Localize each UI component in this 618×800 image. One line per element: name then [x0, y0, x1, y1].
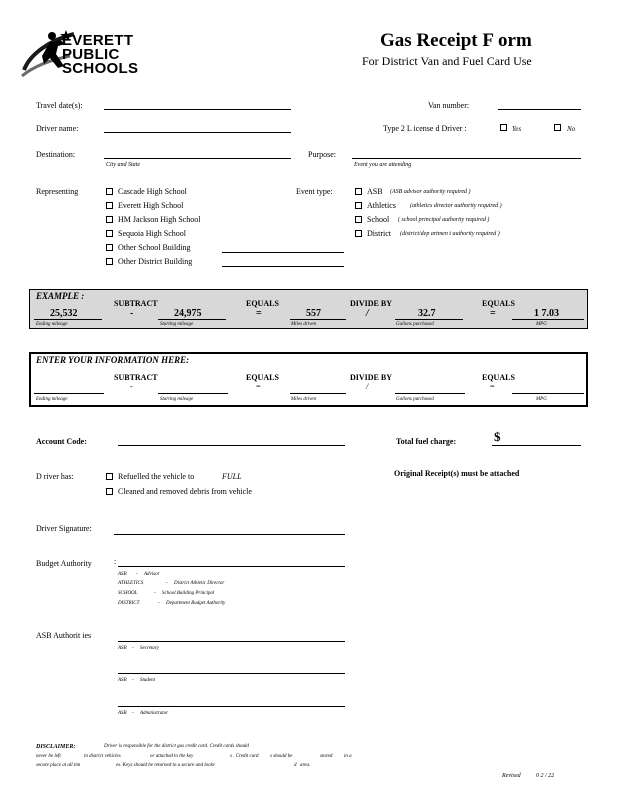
form-subtitle: For District Van and Fuel Card Use: [362, 54, 532, 68]
driver-signature-label: Driver Signature:: [36, 524, 92, 533]
asb-student-dash: -: [132, 678, 134, 683]
entry-ending-mileage-field[interactable]: [34, 393, 104, 394]
disclaimer-line-3b: es. Keys should be returned to a secure and locke: [116, 763, 215, 768]
entry-equals-1: EQUALS: [246, 373, 279, 382]
checkbox-sequoia[interactable]: [106, 230, 113, 237]
entry-mpg-caption: MPG: [536, 397, 547, 402]
checkbox-other-district[interactable]: [106, 258, 113, 265]
example-miles-caption: Miles driven: [291, 322, 317, 327]
entry-gallons-caption: Gallons purchased: [396, 397, 434, 402]
city-state-hint: City and State: [106, 162, 140, 168]
asb-student-field[interactable]: [118, 673, 345, 674]
option-sequoia: Sequoia High School: [118, 229, 186, 238]
entry-starting-mileage-field[interactable]: [158, 393, 228, 394]
revised-date: 0 2 / 22: [536, 773, 555, 779]
example-ending-mileage: 25,532: [50, 308, 78, 319]
asb-secretary-role: Secretary: [140, 646, 159, 651]
asb-secretary-code: ASB: [118, 646, 127, 651]
event-asb: ASB: [367, 187, 383, 196]
entry-eq-2: =: [490, 382, 495, 391]
budget-authority-label: Budget Authority: [36, 559, 92, 568]
entry-mpg-field[interactable]: [512, 393, 584, 394]
receipts-note: Original Receipt(s) must be attached: [394, 469, 520, 478]
yes-label: Yes: [512, 125, 522, 133]
dollar-sign: $: [494, 429, 501, 444]
example-starting-caption: Starting mileage: [160, 322, 194, 327]
example-miles: 557: [306, 308, 321, 319]
disclaimer-line-3d: area.: [300, 763, 311, 768]
event-type-label: Event type:: [296, 187, 333, 196]
disclaimer-line-2g: in a: [344, 754, 352, 759]
disclaimer-line-2e: s should be: [270, 754, 293, 759]
logo-line-2: PUBLIC: [62, 46, 120, 63]
event-attending-hint: Event you are attending: [354, 162, 412, 168]
entry-miles-field[interactable]: [290, 393, 346, 394]
account-code-field[interactable]: [118, 445, 345, 446]
destination-field[interactable]: [104, 158, 291, 159]
budget-role-athletics: District Athletic Director: [174, 581, 225, 586]
no-label: No: [567, 125, 576, 133]
budget-role-school: School Building Principal: [162, 591, 215, 596]
asb-student-role: Student: [140, 678, 155, 683]
budget-role-district-code: DISTRICT: [118, 601, 140, 606]
logo-line-1: EVERETT: [62, 32, 134, 49]
refuelled-checkbox[interactable]: [106, 473, 113, 480]
budget-role-asb-dash: -: [136, 572, 138, 577]
entry-divide-by: DIVIDE BY: [350, 373, 393, 382]
disclaimer-line-2d: s . Credit card: [230, 754, 259, 759]
entry-subtract: SUBTRACT: [114, 373, 158, 382]
purpose-field[interactable]: [352, 158, 581, 159]
budget-role-school-dash: -: [154, 591, 156, 596]
checkbox-cascade[interactable]: [106, 188, 113, 195]
logo-line-3: SCHOOLS: [62, 60, 139, 77]
example-equals-2: EQUALS: [482, 299, 515, 308]
disclaimer-line-2c: or attached to the key: [150, 754, 194, 759]
example-mpg: 1 7.03: [534, 308, 559, 319]
budget-role-asb: Advisor: [144, 572, 160, 577]
option-cascade: Cascade High School: [118, 187, 187, 196]
example-equals-1: EQUALS: [246, 299, 279, 308]
total-fuel-label: Total fuel charge:: [396, 437, 457, 446]
example-minus: -: [130, 308, 134, 319]
event-school-note: ( school principal authority required ): [398, 217, 490, 223]
budget-role-athletics-code: ATHLETICS: [118, 581, 144, 586]
example-eq-2: =: [490, 308, 496, 319]
entry-equals-2: EQUALS: [482, 373, 515, 382]
event-athletics: Athletics: [367, 201, 396, 210]
full-label: FULL: [222, 472, 242, 481]
revised-label: Revised: [502, 773, 521, 779]
checkbox-athletics[interactable]: [355, 202, 362, 209]
option-other-school: Other School Building: [118, 243, 191, 252]
yes-checkbox[interactable]: [500, 124, 507, 131]
option-jackson: HM Jackson High School: [118, 215, 201, 224]
example-ending-caption: Ending mileage: [36, 322, 68, 327]
checkbox-school[interactable]: [355, 216, 362, 223]
disclaimer-label: DISCLAIMER:: [36, 744, 76, 750]
disclaimer-line-2a: never be left: [36, 754, 61, 759]
entry-gallons-field[interactable]: [395, 393, 465, 394]
event-district: District: [367, 229, 391, 238]
type2-driver-label: Type 2 L icense d Driver :: [383, 124, 467, 133]
event-school: School: [367, 215, 390, 224]
asb-administrator-dash: -: [132, 711, 134, 716]
driver-name-label: Driver name:: [36, 124, 79, 133]
asb-administrator-code: ASB: [118, 711, 127, 716]
checkbox-other-school[interactable]: [106, 244, 113, 251]
budget-role-school-code: SCHOOL: [118, 591, 138, 596]
entry-heading: ENTER YOUR INFORMATION HERE:: [36, 355, 190, 365]
asb-administrator-role: Administrator: [140, 711, 169, 716]
other-school-field[interactable]: [222, 252, 344, 253]
asb-authorities-label: ASB Authorit ies: [36, 631, 92, 640]
checkbox-district[interactable]: [355, 230, 362, 237]
asb-student-code: ASB: [118, 678, 127, 683]
refuelled-label: Refuelled the vehicle to: [118, 472, 195, 481]
checkbox-asb[interactable]: [355, 188, 362, 195]
example-eq-1: =: [256, 308, 262, 319]
driver-name-field[interactable]: [104, 132, 291, 133]
disclaimer-line-3c: d: [294, 763, 297, 768]
entry-minus: -: [130, 382, 133, 391]
checkbox-jackson[interactable]: [106, 216, 113, 223]
disclaimer-line-2b: in district vehicles: [84, 754, 121, 759]
budget-colon: :: [114, 557, 117, 566]
budget-authority-field[interactable]: [118, 566, 345, 567]
example-gallons: 32.7: [418, 308, 436, 319]
example-gallons-caption: Gallons purchased: [396, 322, 434, 327]
destination-label: Destination:: [36, 150, 76, 159]
disclaimer-line-2f: stored: [320, 754, 333, 759]
purpose-label: Purpose:: [308, 150, 336, 159]
van-number-field[interactable]: [498, 109, 581, 110]
budget-role-athletics-dash: -: [166, 581, 168, 586]
option-everett: Everett High School: [118, 201, 184, 210]
travel-dates-label: Travel date(s):: [36, 101, 83, 110]
entry-ending-caption: Ending mileage: [36, 397, 68, 402]
example-slash: /: [366, 308, 369, 319]
entry-miles-caption: Miles driven: [291, 397, 317, 402]
cleaned-label: Cleaned and removed debris from vehicle: [118, 487, 252, 496]
budget-role-district-dash: -: [158, 601, 160, 606]
other-district-field[interactable]: [222, 266, 344, 267]
account-code-label: Account Code:: [36, 437, 87, 446]
entry-eq-1: =: [256, 382, 261, 391]
asb-secretary-field[interactable]: [118, 641, 345, 642]
example-subtract: SUBTRACT: [114, 299, 158, 308]
budget-role-district: Department Budget Authority: [166, 601, 226, 606]
checkbox-everett[interactable]: [106, 202, 113, 209]
driver-signature-field[interactable]: [114, 534, 345, 535]
district-logo: [20, 26, 160, 82]
example-mpg-caption: MPG: [536, 322, 547, 327]
disclaimer-line-3a: secure place at all tim: [36, 763, 81, 768]
driver-has-label: D river has:: [36, 472, 74, 481]
example-starting-mileage: 24,975: [174, 308, 202, 319]
example-divide-by: DIVIDE BY: [350, 299, 393, 308]
event-district-note: (district/dep artmen t authority required ): [400, 231, 500, 237]
form-title: Gas Receipt F orm: [380, 30, 532, 51]
example-heading: EXAMPLE :: [36, 291, 85, 301]
total-fuel-field[interactable]: [492, 445, 581, 446]
option-other-district: Other District Building: [118, 257, 193, 266]
budget-role-asb-code: ASB: [118, 572, 127, 577]
asb-secretary-dash: -: [132, 646, 134, 651]
entry-slash: /: [366, 382, 369, 391]
disclaimer-line-1: Driver is responsible for the district gas credit card. Credit cards should: [104, 744, 249, 749]
cleaned-checkbox[interactable]: [106, 488, 113, 495]
event-athletics-note: (athletics director authority required ): [410, 203, 502, 209]
no-checkbox[interactable]: [554, 124, 561, 131]
entry-starting-caption: Starting mileage: [160, 397, 194, 402]
representing-label: Representing: [36, 187, 79, 196]
travel-dates-field[interactable]: [104, 109, 291, 110]
asb-administrator-field[interactable]: [118, 706, 345, 707]
van-number-label: Van number:: [428, 101, 470, 110]
event-asb-note: (ASB advisor authority required ): [390, 189, 471, 195]
